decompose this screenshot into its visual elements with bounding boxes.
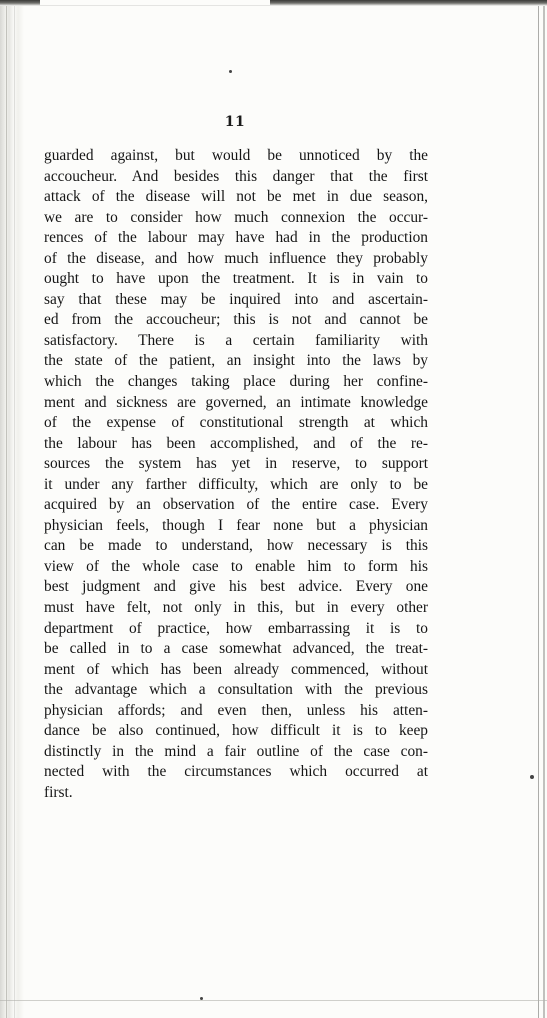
text-line: satisfactory. There is a certain familiarity with (44, 331, 428, 349)
page-number: 11 (224, 114, 246, 130)
text-line: first. (44, 783, 73, 801)
text-line: ought to have upon the treatment. It is in vain to (44, 270, 428, 288)
text-line: can be made to understand, how necessary is this (44, 537, 428, 555)
ink-speck (530, 775, 534, 779)
text-line: ed from the accoucheur; this is not and cannot be (44, 311, 428, 329)
text-line: we are to consider how much connexion the occur- (44, 208, 428, 226)
text-line: the state of the patient, an insight into the laws by (44, 352, 428, 370)
text-line: guarded against, but would be unnoticed by the (44, 147, 428, 164)
text-line: distinctly in the mind a fair outline of the case con- (44, 742, 428, 760)
text-line: be called in to a case somewhat advanced, the treat- (44, 640, 428, 658)
text-line: the advantage which a consultation with the previous (44, 681, 428, 699)
text-line: nected with the circumstances which occurred at (44, 763, 428, 781)
page-right-shadow (543, 0, 545, 1018)
text-line: attack of the disease will not be met in due season, (44, 188, 428, 206)
text-line: of the expense of constitutional strength at which (44, 414, 428, 432)
body-paragraph (44, 146, 428, 804)
text-line: physician affords; and even then, unless his atten- (44, 701, 428, 719)
text-line: view of the whole case to enable him to form his (44, 557, 428, 575)
text-line: ment and sickness are governed, an intimate knowledge (44, 393, 428, 411)
text-line: sources the system has yet in reserve, to support (44, 455, 428, 473)
text-line: rences of the labour may have had in the production (44, 229, 428, 247)
text-line: acquired by an observation of the entire case. Every (44, 496, 428, 514)
text-line: it under any farther difficulty, which are only to be (44, 475, 428, 493)
text-line: physician feels, though I fear none but a physician (44, 516, 428, 534)
text-line: say that these may be inquired into and ascertain- (44, 290, 428, 308)
text-line: dance be also continued, how difficult it is to keep (44, 722, 428, 740)
text-line: accoucheur. And besides this danger that the first (44, 167, 428, 185)
ink-speck (200, 997, 203, 1000)
text-line: must have felt, not only in this, but in every other (44, 599, 428, 617)
page-right-border (538, 0, 539, 1018)
text-line: which the changes taking place during her confine- (44, 373, 428, 391)
binding-edge-line-inner (14, 0, 15, 1018)
binding-edge (0, 0, 24, 1018)
page-top-gap (40, 0, 270, 5)
page-bottom-border (0, 1000, 547, 1001)
ink-speck (229, 70, 232, 73)
text-line: ment of which has been already commenced, without (44, 660, 428, 678)
text-line: department of practice, how embarrassing it is to (44, 619, 428, 637)
text-line: of the disease, and how much influence they probably (44, 249, 428, 267)
binding-edge-line (6, 0, 7, 1018)
text-line: best judgment and give his best advice. Every one (44, 578, 428, 596)
text-line: the labour has been accomplished, and of the re- (44, 434, 428, 452)
